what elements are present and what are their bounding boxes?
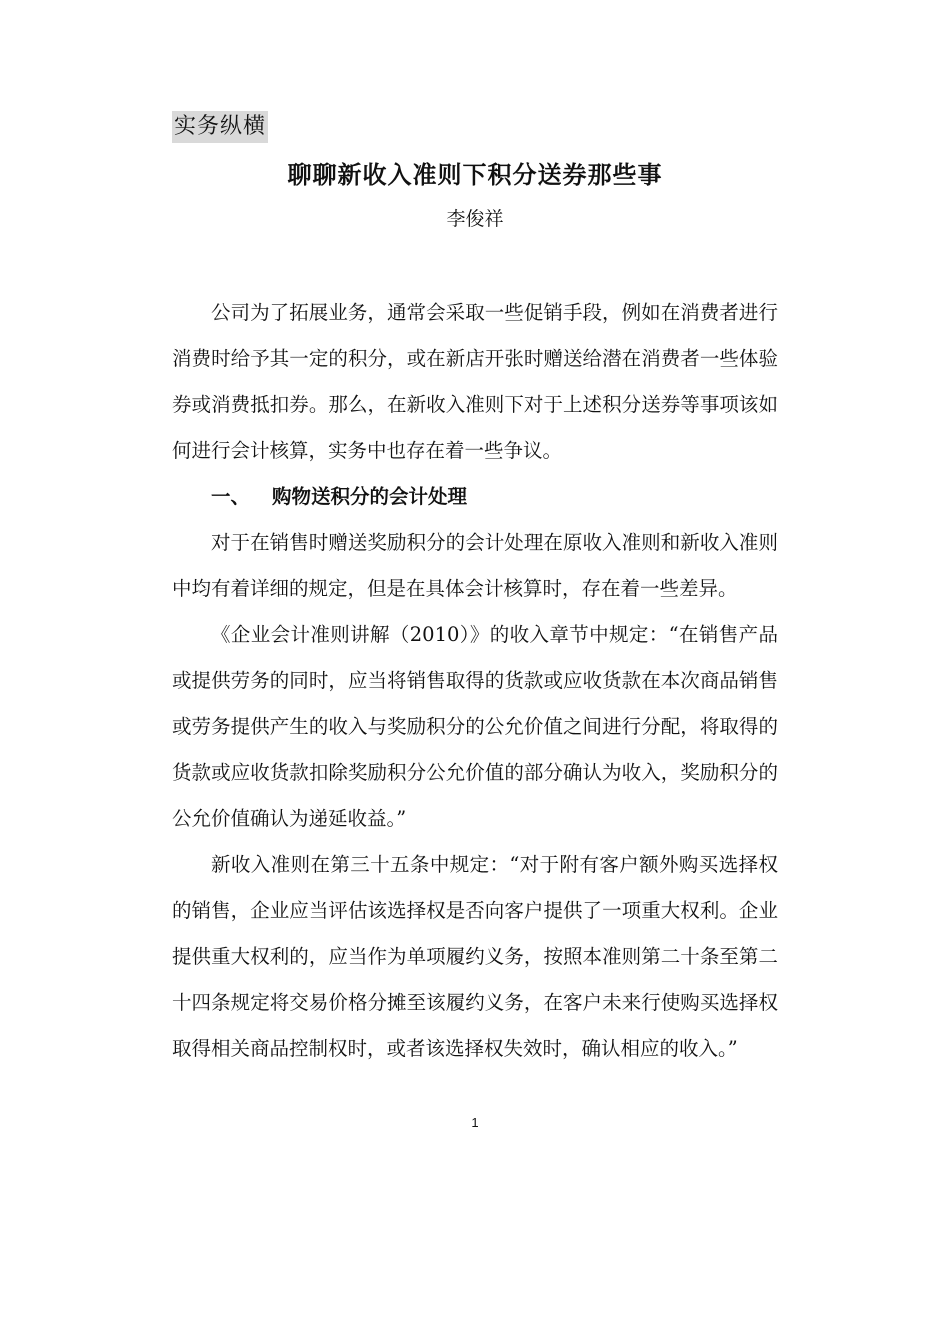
body-paragraph: 《企业会计准则讲解（2010）》的收入章节中规定：“在销售产品或提供劳务的同时，应当将销售取得的货款或应收货款在本次商品销售或劳务提供产生的收入与奖励积分的公允价值之间进行分配，将取得的货款或应收货款扣除奖励积分公允价值的部分确认为收入，奖励积分的公允价值确认为递延收益。” [172,623,778,830]
body-paragraph: 对于在销售时赠送奖励积分的会计处理在原收入准则和新收入准则中均有着详细的规定，但是在具体会计核算时，存在着一些差异。 [172,531,778,600]
section-tag: 实务纵横 [172,111,268,143]
section-heading-number: 一、 [211,485,251,508]
section-heading [172,474,778,520]
page-title: 聊聊新收入准则下积分送券那些事 [287,160,663,189]
body-paragraph: 新收入准则在第三十五条中规定：“对于附有客户额外购买选择权的销售，企业应当评估该选择权是否向客户提供了一项重大权利。企业提供重大权利的，应当作为单项履约义务，按照本准则第二十条至第二十四条规定将交易价格分摊至该履约义务，在客户未来行使购买选择权取得相关商品控制权时，或者该选择权失效时，确认相应的收入。” [172,853,778,1060]
section-heading-text: 购物送积分的会计处理 [272,485,468,508]
intro-paragraph: 公司为了拓展业务，通常会采取一些促销手段，例如在消费者进行消费时给予其一定的积分，或在新店开张时赠送给潜在消费者一些体验券或消费抵扣券。那么，在新收入准则下对于上述积分送券等事项该如何进行会计核算，实务中也存在着一些争议。 [172,301,778,462]
page-number: 1 [471,1115,479,1130]
article-body [172,290,778,1072]
author-name: 李俊祥 [446,208,504,230]
